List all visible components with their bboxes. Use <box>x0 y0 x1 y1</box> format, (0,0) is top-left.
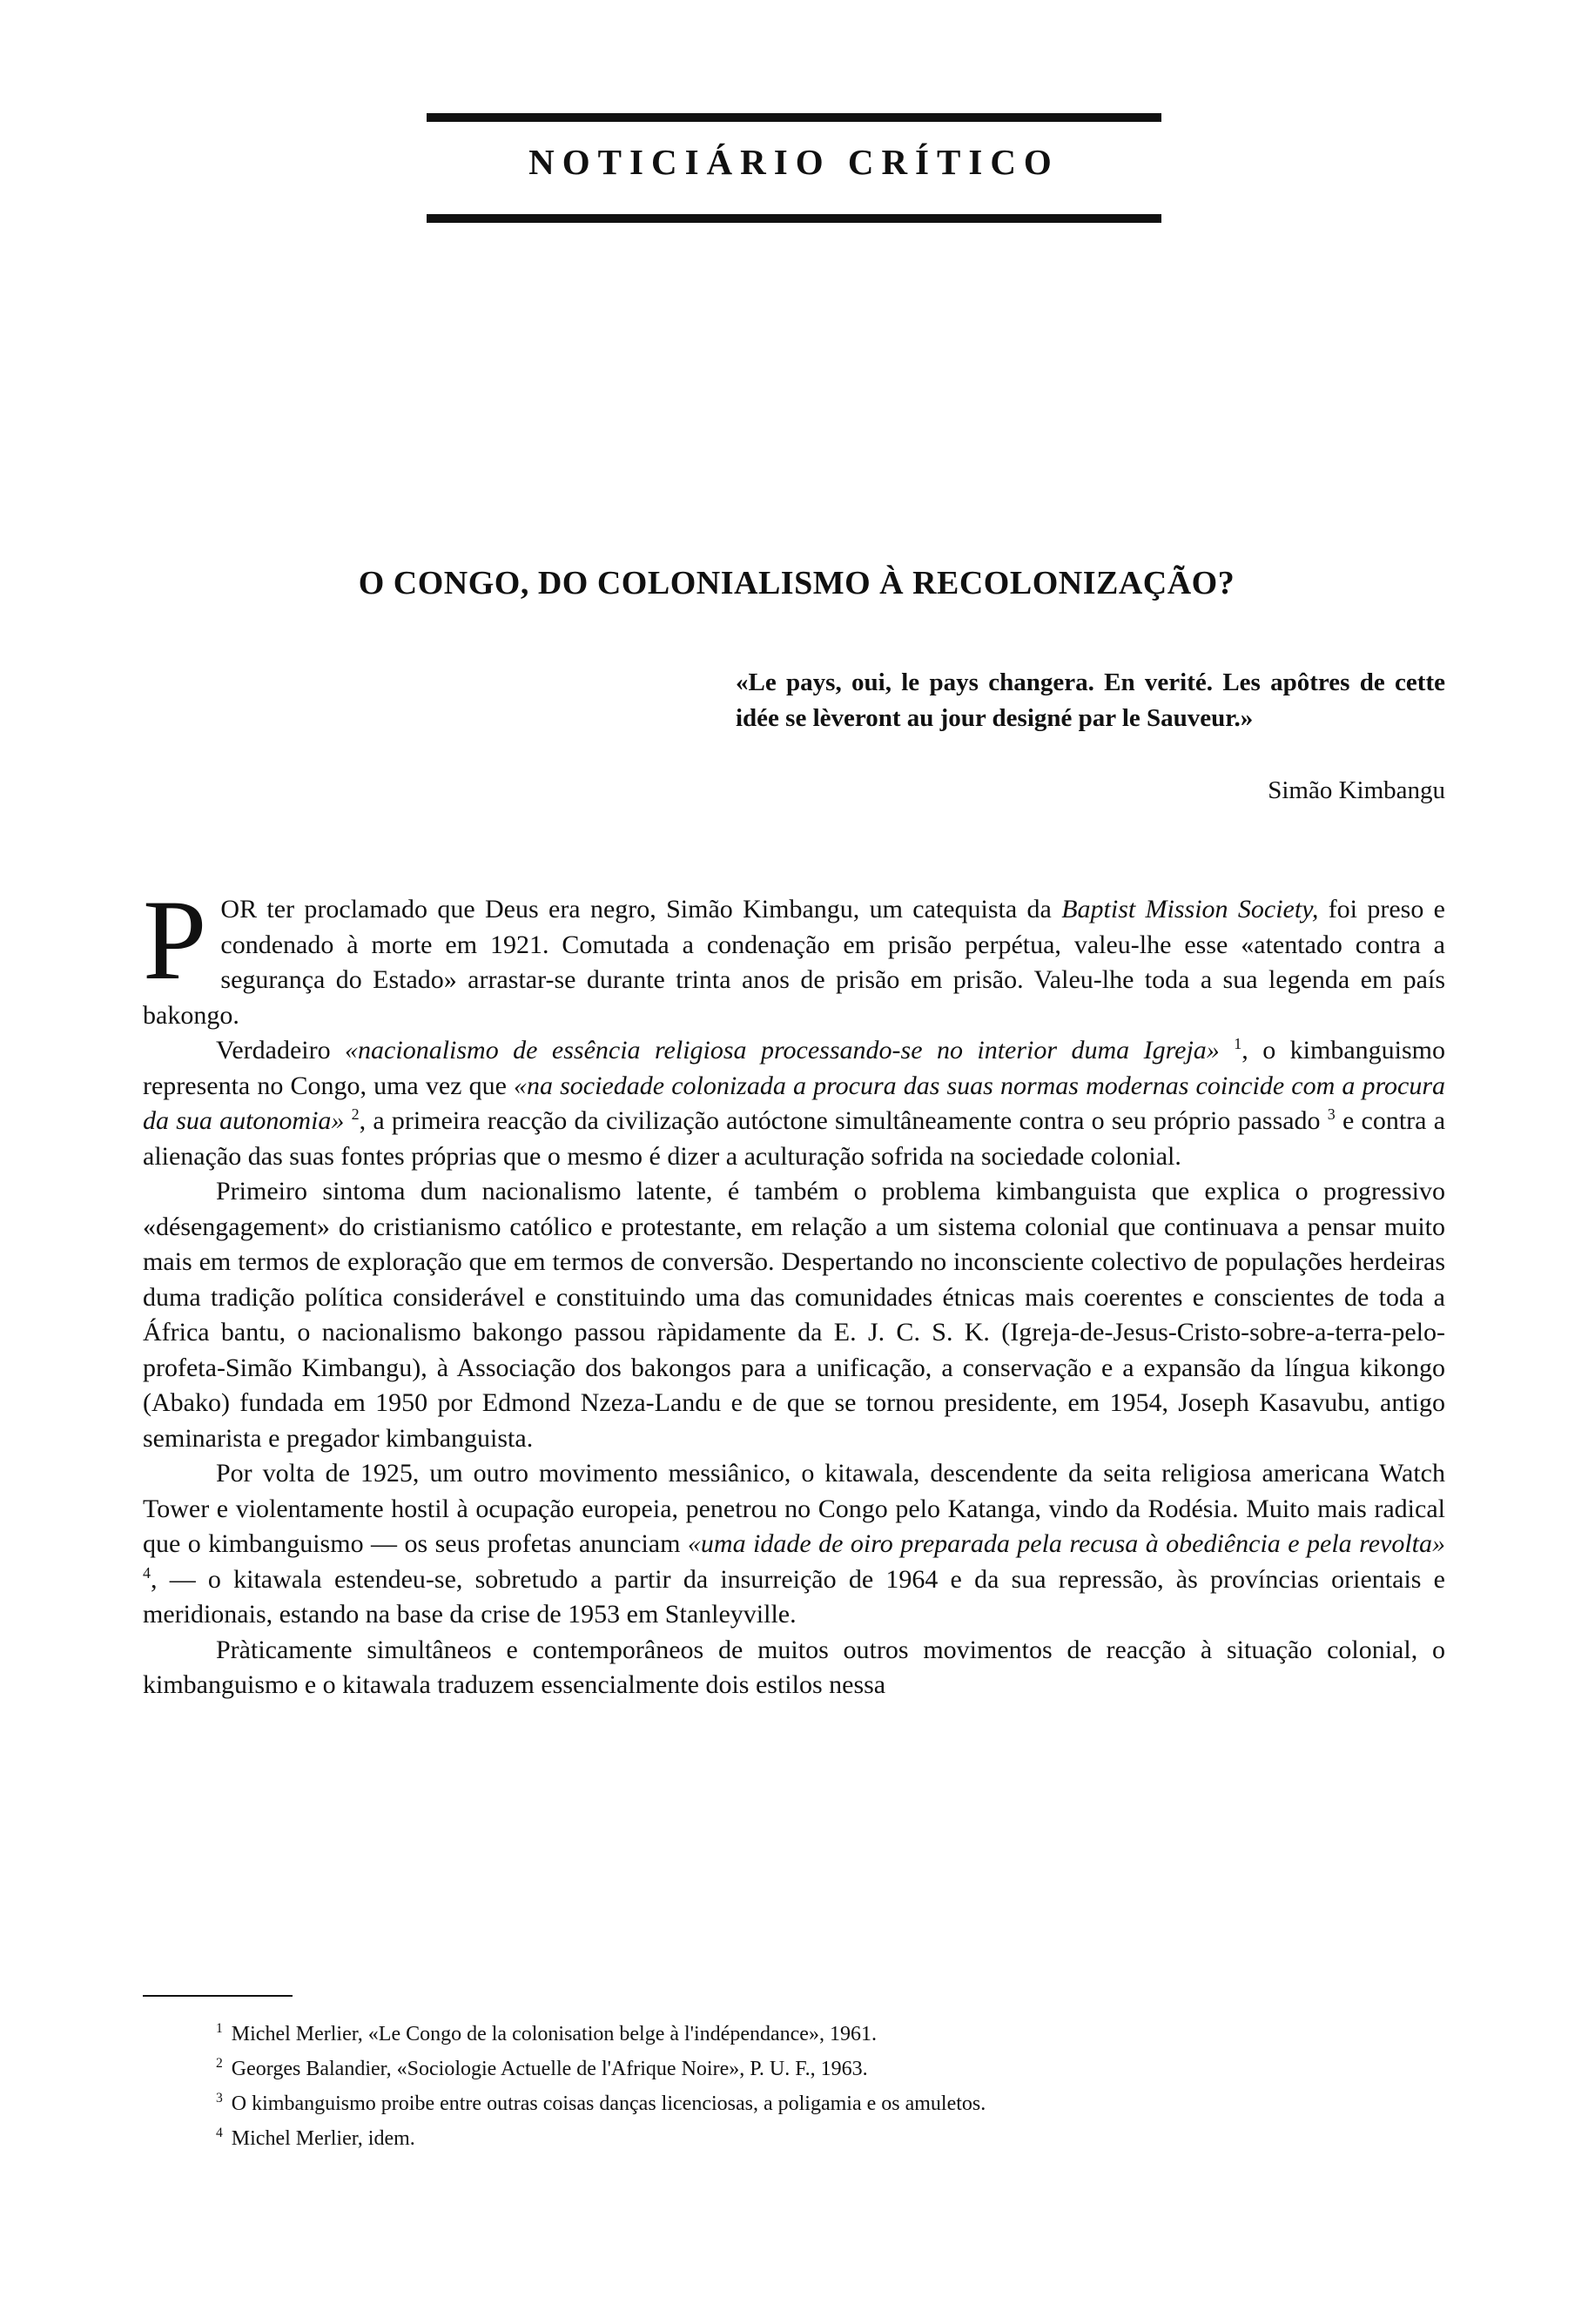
footnote <box>216 2119 1348 2153</box>
footnote-text: O kimbanguismo proibe entre outras coisas danças licenciosas, a poligamia e os amuletos. <box>231 2092 986 2115</box>
paragraph-2 <box>143 1033 1445 1174</box>
paragraph-text: foi preso e condenado à morte em 1921. Comutada a condenação em prisão perpétua, valeu-lhe esse «atentado contra a segurança do Estado» arrastar-se durante trinta anos de prisão em prisão. Valeu-lhe toda a sua legenda em país bakongo. <box>143 895 1445 1030</box>
header-top-rule <box>427 113 1161 122</box>
footnote-ref: 1 <box>1234 1035 1242 1052</box>
footnote <box>216 2014 1348 2049</box>
paragraph-3: Primeiro sintoma dum nacionalismo latente, é também o problema kimbanguista que explica o progressivo «désengagement» do cristianismo católico e protestante, em relação a um sistema colonial que continuava a pensar muito mais em termos de exploração que em termos de conversão. Despertando no inconsciente colectivo de populações herdeiras duma tradição política considerável e constituindo uma das comunidades étnicas mais coerentes e conscientes de toda a África bantu, o nacionalismo bakongo passou ràpidamente da E. J. C. S. K. (Igreja-de-Jesus-Cristo-sobre-a-terra-pelo-profeta-Simão Kimbangu), à Associação dos bakongos para a unificação, a conservação e a expansão da língua kikongo (Abako) fundada em 1950 por Edmond Nzeza-Landu e de que se tornou presidente, em 1954, Joseph Kasavubu, antigo seminarista e pregador kimbanguista. <box>143 1177 1445 1453</box>
paragraph-text: Verdadeiro <box>216 1036 346 1065</box>
footnote-text: Georges Balandier, «Sociologie Actuelle de l'Afrique Noire», P. U. F., 1963. <box>231 2058 868 2080</box>
article-title: O CONGO, DO COLONIALISMO À RECOLONIZAÇÃO? <box>358 565 1235 601</box>
drop-cap: P <box>143 876 207 1004</box>
footnote-number: 1 <box>216 2021 223 2036</box>
paragraph-text: OR ter proclamado que Deus era negro, Simão Kimbangu, um catequista da <box>220 895 1062 924</box>
paragraph-4 <box>143 1456 1445 1633</box>
footnote <box>216 2084 1348 2119</box>
header-bottom-rule <box>427 214 1161 223</box>
epigraph-author: Simão Kimbangu <box>1268 776 1445 804</box>
epigraph-quote: «Le pays, oui, le pays changera. En verité. Les apôtres de cette idée se lèveront au jour designé par le Sauveur.» <box>736 668 1445 732</box>
footnote <box>216 2049 1348 2084</box>
footnote-ref: 2 <box>351 1105 360 1123</box>
footnote-ref: 3 <box>1327 1105 1336 1123</box>
paragraph-text: e contra a alienação das suas fontes próprias que o mesmo é dizer a aculturação sofrida na sociedade colonial. <box>143 1106 1446 1171</box>
italic-quote: «nacionalismo de essência religiosa processando-se no interior duma Igreja» <box>345 1036 1220 1065</box>
paragraph-text: Por volta de 1925, um outro movimento messiânico, o kitawala, descendente da seita religiosa americana Watch Tower e violentamente hostil à ocupação europeia, penetrou no Congo pelo Katanga, vindo da Rodésia. Muito mais radical que o kimbanguismo — os seus profetas anunciam <box>143 1459 1445 1558</box>
section-header-title: NOTICIÁRIO CRÍTICO <box>528 142 1060 182</box>
italic-quote: «na sociedade colonizada a procura das suas normas modernas coincide com a procura da sua autonomia» <box>143 1071 1446 1135</box>
footnote-ref: 4 <box>143 1563 151 1582</box>
footnotes <box>216 2014 1348 2153</box>
footnote-number: 2 <box>216 2056 223 2071</box>
footnote-text: Michel Merlier, «Le Congo de la colonisation belge à l'indépendance», 1961. <box>231 2023 877 2045</box>
paragraph-5: Pràticamente simultâneos e contemporâneos de muitos outros movimentos de reacção à situação colonial, o kimbanguismo e o kitawala traduzem essencialmente dois estilos nessa <box>143 1635 1445 1699</box>
paragraph-1 <box>143 876 1445 1033</box>
paragraph-text: , o kimbanguismo representa no Congo, uma vez que <box>143 1036 1445 1100</box>
paragraph-text: , a primeira reacção da civilização autóctone simultâneamente contra o seu próprio passado <box>359 1106 1328 1135</box>
italic-quote: «uma idade de oiro preparada pela recusa à obediência e pela revolta» <box>687 1529 1445 1558</box>
footnote-number: 3 <box>216 2091 223 2106</box>
italic-text: Baptist Mission Society, <box>1061 895 1319 924</box>
footnote-number: 4 <box>216 2126 223 2140</box>
article-body <box>143 876 1446 1703</box>
paragraph-text: , — o kitawala estendeu-se, sobretudo a partir da insurreição de 1964 e da sua repressão, às províncias orientais e meridionais, estando na base da crise de 1953 em Stanleyville. <box>143 1564 1445 1629</box>
footnotes-divider <box>143 1995 293 1997</box>
footnote-text: Michel Merlier, idem. <box>231 2127 415 2150</box>
